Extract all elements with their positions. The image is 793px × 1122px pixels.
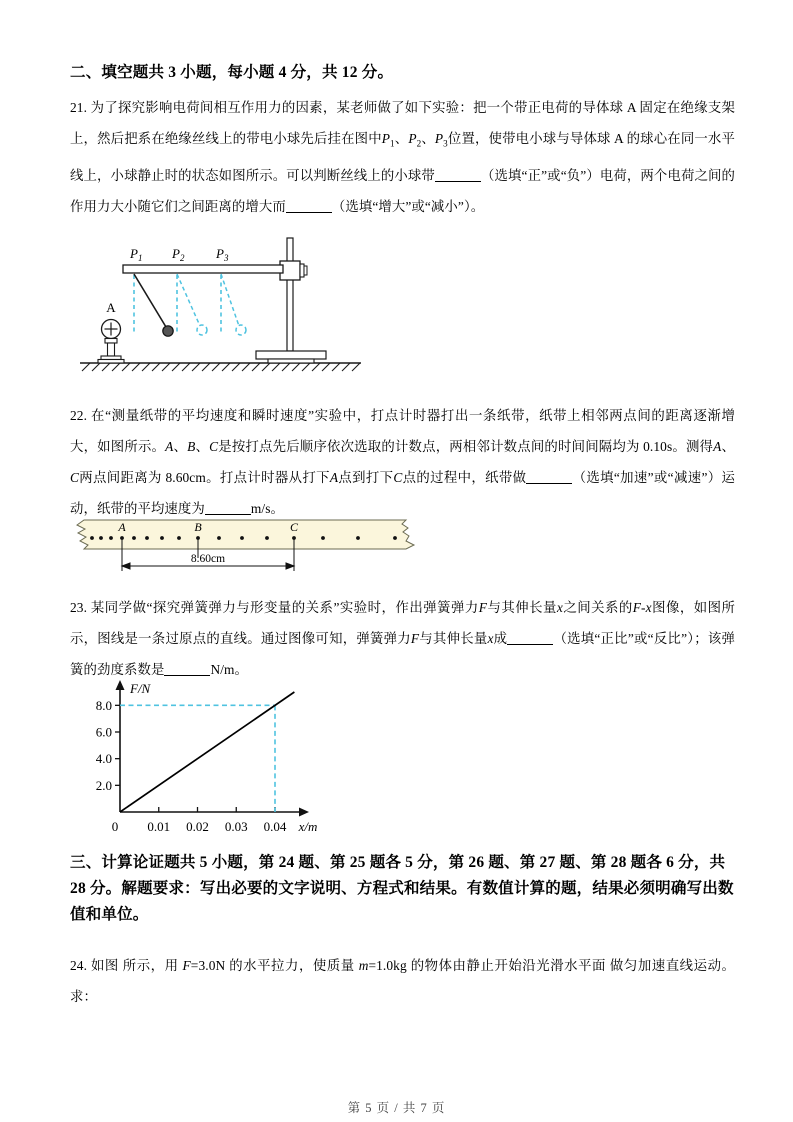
q23-text-part3: 之间关系的 xyxy=(562,600,633,615)
y-axis-label: F/N xyxy=(130,681,151,696)
pendulum-P1 xyxy=(134,274,173,336)
x-axis-arrowhead xyxy=(299,808,309,817)
q23-symbol-Fx: F-x xyxy=(632,600,652,615)
stand-clamp-screw xyxy=(300,264,304,277)
q21-sep1: 、 xyxy=(394,131,409,146)
q24-equals-1: = xyxy=(190,958,199,973)
tape-dimension-label: 8.60cm xyxy=(190,553,226,565)
pendulum-P2-ball xyxy=(197,325,207,335)
y-tick-label: 4.0 xyxy=(95,751,112,767)
q24-text-part1: 如图 所示，用 xyxy=(90,958,179,973)
figure1-label-P2: $P_2$ xyxy=(172,246,185,263)
q21-label-p2: P xyxy=(408,131,417,146)
q21-label-p1: P xyxy=(381,131,391,146)
q22-point-A: A xyxy=(165,439,174,454)
q23-text-part6: 成 xyxy=(493,631,508,646)
tape-body xyxy=(77,520,414,549)
q22-answer-blank-1[interactable] xyxy=(526,469,572,484)
q22-point-C2: C xyxy=(70,470,80,485)
q21-answer-blank-1[interactable] xyxy=(435,167,481,182)
q22-text-part5: 点的过程中，纸带做 xyxy=(402,470,527,485)
pendulum-P3-string xyxy=(221,274,239,326)
q22-sep3: 、 xyxy=(721,439,735,454)
stand-base-foot xyxy=(268,359,314,363)
sphere-base-lower xyxy=(98,360,124,364)
figure-electrostatics-apparatus xyxy=(78,232,363,384)
figure1-label-P3-sub: 3 xyxy=(223,253,229,263)
stand-base-top xyxy=(256,351,326,359)
support-stand xyxy=(256,238,326,363)
pendulum-P1-ball xyxy=(163,326,173,336)
figure-force-extension-chart xyxy=(78,672,343,842)
q22-point-A3: A xyxy=(329,470,339,485)
fx-chart-svg xyxy=(78,672,343,842)
q22-text-part7: m/s。 xyxy=(250,501,285,516)
stand-vertical-rod xyxy=(287,238,293,351)
q24-symbol-m: m xyxy=(358,958,369,973)
q22-sep2: 、 xyxy=(195,439,210,454)
q23-symbol-x1: x xyxy=(556,600,563,615)
figure1-label-P2-sub: 2 xyxy=(179,253,185,263)
q23-symbol-x2: x xyxy=(487,631,494,646)
q24-equals-2: = xyxy=(368,958,377,973)
q22-answer-blank-2[interactable] xyxy=(205,500,251,515)
x-tick-label: 0.04 xyxy=(263,819,287,834)
q21-label-p3: P xyxy=(434,131,444,146)
question-21 xyxy=(70,92,735,222)
x-tick-label: 0.01 xyxy=(147,819,171,834)
q21-text-part1: 为了探究影响电荷间相互作用力的因素，某老师做了如下实验：把一个带正电荷的导体球 A 固定在绝缘支架上，然后把系在绝缘丝线上的带电小球先后挂在图中 xyxy=(70,100,735,146)
x-axis-label: x/m xyxy=(298,819,318,834)
q21-text-part2: 位置，使带电小球与导体球 A 的球心在同一水平线上，小球静止时的状态如图所示。可以判断丝线上的小球带 xyxy=(70,131,735,183)
data-series-line xyxy=(120,692,294,812)
ground xyxy=(80,363,361,371)
q22-point-C: C xyxy=(209,439,219,454)
q22-text-part6: （选填“加速”或“减速”）运动，纸带的平均速度为 xyxy=(70,470,735,516)
section-3-heading: 三、计算论证题共 5 小题，第 24 题、第 25 题各 5 分，第 26 题、第 27 题、第 28 题各 6 分，共 28 分。解题要求：写出必要的文字说明、方程式和结果。有数值计算的题，结果必须明确写出数值和单位。 xyxy=(70,854,734,923)
pendulum-P3 xyxy=(221,274,246,335)
apparatus-svg xyxy=(78,232,363,384)
pendulum-P3-ball xyxy=(236,325,246,335)
q21-text-part3: （选填“正”或“负”）电荷，两个电荷之间的作用力大小随它们之间距离的增大而 xyxy=(70,167,736,214)
q22-text-part1: 在“测量纸带的平均速度和瞬时速度”实验中，打点计时器打出一条纸带，纸带上相邻两点间的距离逐渐增大，如图所示。 xyxy=(70,408,735,454)
q21-label-p1-sub: 1 xyxy=(390,138,395,149)
figure-paper-tape xyxy=(70,518,425,580)
q24-text-part3: 的物体由静止开始沿光滑水平面 做匀加速直线运动。求： xyxy=(70,958,736,1004)
question-24 xyxy=(70,950,735,1012)
sphere-collar xyxy=(105,339,117,344)
q21-label-p3-sub: 3 xyxy=(443,138,448,149)
q24-value-force: 3.0N xyxy=(198,958,226,973)
q23-symbol-F2: F xyxy=(410,631,420,646)
tape-label-A: A xyxy=(118,520,126,534)
q22-text-part3: 两点间距离为 8.60cm。打点计时器从打下 xyxy=(79,470,330,485)
pendulum-P2 xyxy=(177,274,207,335)
y-tick-label: 8.0 xyxy=(95,697,112,713)
q23-symbol-F1: F xyxy=(478,600,488,615)
charged-sphere-A-assembly xyxy=(98,320,124,364)
x-tick-label: 0 xyxy=(111,819,119,834)
y-axis-arrowhead xyxy=(116,680,125,690)
q23-text-part2: 与其伸长量 xyxy=(487,600,557,615)
tape-label-B: B xyxy=(194,520,202,534)
figure1-label-P1-sub: 1 xyxy=(137,253,143,263)
page-footer: 第 5 页 / 共 7 页 xyxy=(347,1101,446,1115)
q21-answer-blank-2[interactable] xyxy=(286,198,332,213)
q22-sep1: 、 xyxy=(173,439,188,454)
q22-point-B: B xyxy=(187,439,196,454)
q22-text-part4: 点到打下 xyxy=(338,470,394,485)
pendulum-P2-string xyxy=(177,274,200,326)
horizontal-rod xyxy=(123,265,283,273)
q22-point-C3: C xyxy=(393,470,403,485)
y-tick-label: 2.0 xyxy=(95,777,112,793)
q24-text-part2: 的水平拉力，使质量 xyxy=(229,958,355,973)
question-22 xyxy=(70,400,735,524)
q23-text-part8: N/m。 xyxy=(210,662,249,677)
q23-text-part4: 图像，如图所示，图线是一条过原点的直线。通过图像可知，弹簧弹力 xyxy=(70,600,735,646)
pendulum-P1-string xyxy=(134,274,166,327)
q22-text-part2: 是按打点先后顺序依次选取的计数点，两相邻计数点间的时间间隔均为 0.10s。测得 xyxy=(218,439,714,454)
section-2-heading: 二、填空题共 3 小题，每小题 4 分，共 12 分。 xyxy=(70,64,394,81)
x-tick-label: 0.03 xyxy=(224,819,248,834)
q22-point-A2: A xyxy=(713,439,722,454)
vertical-reference-lines xyxy=(134,275,221,334)
q23-text-part5: 与其伸长量 xyxy=(419,631,488,646)
q23-answer-blank-1[interactable] xyxy=(507,630,553,645)
q22-number: 22. xyxy=(70,408,88,423)
x-tick-label: 0.02 xyxy=(186,819,209,834)
q24-number: 24. xyxy=(70,958,88,973)
figure1-label-P3: $P_3$ xyxy=(216,246,229,263)
figure1-label-A: A xyxy=(106,300,116,315)
q21-number: 21. xyxy=(70,100,88,115)
y-tick-label: 6.0 xyxy=(95,724,112,740)
q21-text-part4: （选填“增大”或“减小”）。 xyxy=(331,198,485,214)
stand-clamp-knob xyxy=(304,266,307,275)
q23-text-part7: （选填“正比”或“反比”）；该弹簧的劲度系数是 xyxy=(70,631,735,677)
tape-label-C: C xyxy=(289,520,299,534)
figure1-label-P1: $P_1$ xyxy=(130,246,143,263)
sphere-column xyxy=(108,343,115,356)
q21-sep2: 、 xyxy=(421,131,435,146)
q24-symbol-F: F xyxy=(182,958,191,973)
q23-text-part1: 某同学做“探究弹簧弹力与形变量的关系”实验时，作出弹簧弹力 xyxy=(90,600,479,615)
q24-value-mass: 1.0kg xyxy=(376,958,407,973)
paper-tape-svg xyxy=(70,518,425,580)
q23-number: 23. xyxy=(70,600,88,615)
q21-label-p2-sub: 2 xyxy=(416,138,422,149)
